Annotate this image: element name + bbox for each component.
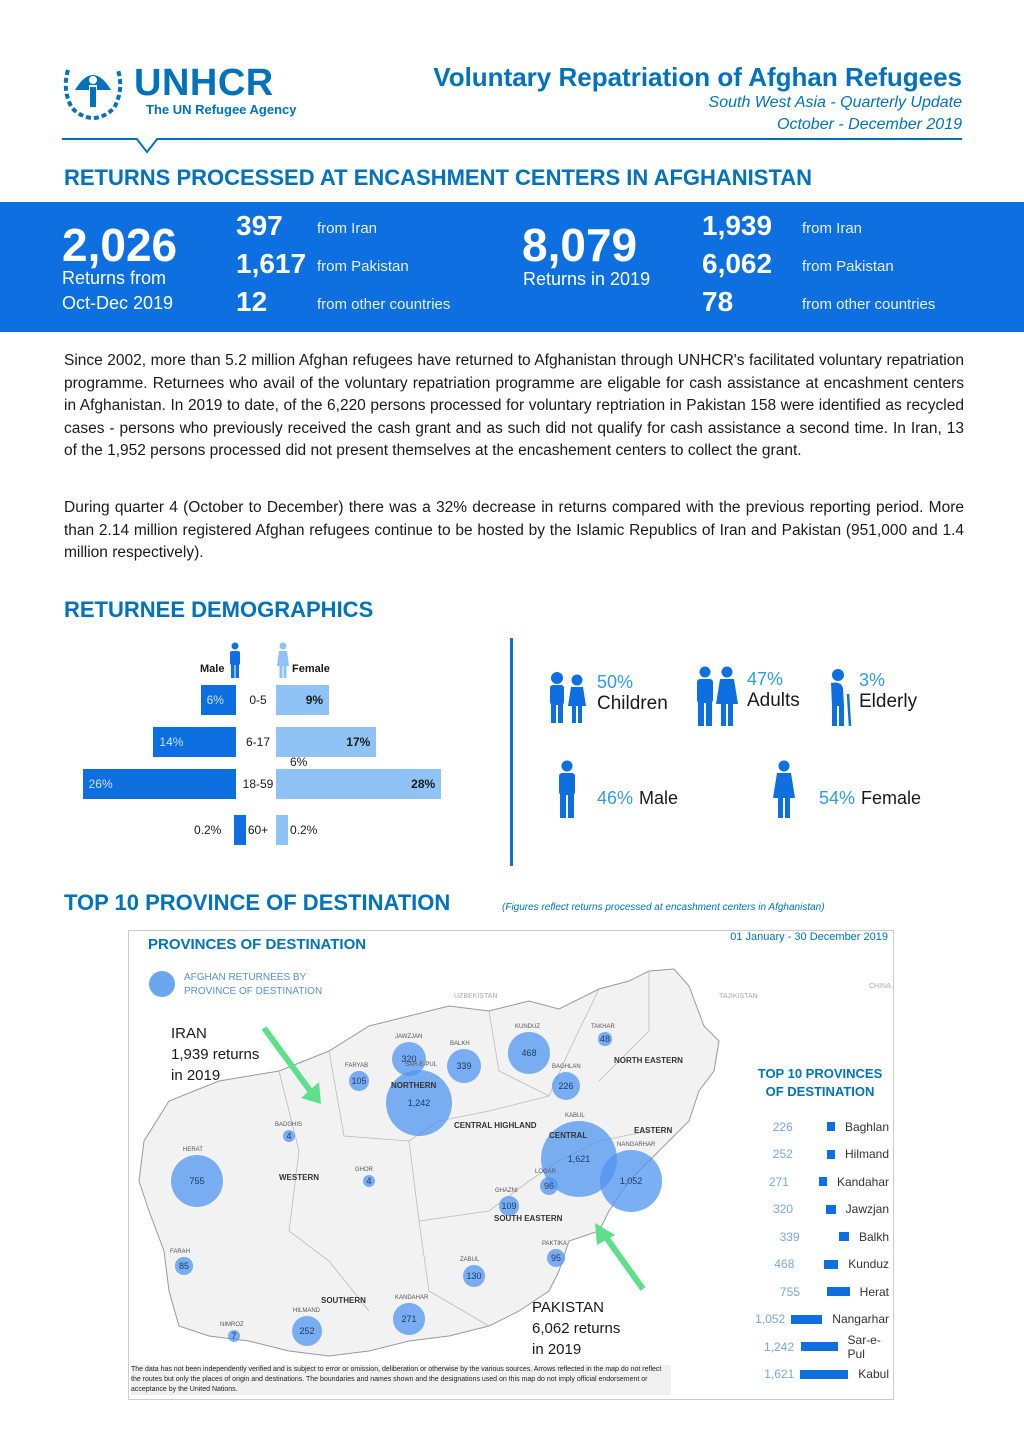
pakistan-callout (532, 1297, 620, 1360)
map-province-label: KUNDUZ (515, 1024, 540, 1031)
top10-province-name: Jawzjan (845, 1202, 889, 1216)
top10-value: 1,242 (764, 1339, 795, 1354)
pyramid-male-bar (83, 769, 236, 799)
map-province-label: NIMROZ (220, 1322, 244, 1328)
year-iran-num: 1,939 (702, 210, 773, 241)
pyramid-female-value: 9% (305, 693, 324, 707)
pyramid-male-value: 0.2% (194, 823, 222, 837)
elderly-group (859, 670, 917, 713)
top10-province-name: Hilmand (844, 1147, 889, 1161)
map-province-label: BAGHLAN (552, 1063, 581, 1070)
top10-province-name: Kunduz (848, 1257, 889, 1271)
male-gender-icon (556, 760, 578, 818)
country-label-uzbekistan: UZBEKISTAN (454, 993, 498, 1000)
pyramid-male-value: 26% (88, 777, 113, 791)
unhcr-logo (60, 60, 297, 120)
elderly-label: Elderly (859, 691, 918, 712)
map-province-label: TAKHAR (591, 1024, 615, 1031)
map-province-label: LOGAR (535, 1168, 557, 1175)
country-label-china: CHINA (869, 983, 891, 990)
pakistan-callout-line-3: in 2019 (532, 1341, 582, 1358)
pyramid-female-value: 0.2% (290, 823, 318, 837)
pakistan-callout-line-1: PAKISTAN (532, 1299, 604, 1316)
iran-arrow-icon (259, 1026, 329, 1106)
quarter-iran-num: 397 (236, 210, 283, 241)
top10-row (749, 1196, 889, 1223)
pyramid-age-label: 0-5 (249, 693, 267, 707)
extra-pct-label: 6% (290, 755, 308, 769)
map-region-label: EASTERN (634, 1126, 673, 1135)
year-label: Returns in 2019 (523, 269, 651, 289)
children-pct: 50% (597, 672, 634, 692)
map-bubble (393, 1303, 424, 1334)
demographics-section-title: RETURNEE DEMOGRAPHICS (64, 597, 374, 622)
male-label: Male (200, 663, 225, 675)
pakistan-arrow-icon (591, 1223, 651, 1293)
map-region-label: NORTH EASTERN (614, 1056, 683, 1065)
top10-value: 226 (772, 1119, 793, 1134)
top10-row (749, 1251, 889, 1278)
pyramid-female-bar (276, 727, 376, 757)
male-gender-label: Male (639, 788, 679, 808)
map-region-label: NORTHERN (391, 1081, 437, 1090)
map-bubble (463, 1265, 485, 1287)
map-region-label: CENTRAL HIGHLAND (454, 1121, 537, 1130)
female-gender-label: Female (861, 788, 922, 808)
top10-bar (827, 1287, 849, 1296)
map-bubble-value: 109 (501, 1200, 517, 1211)
top10-province-name: Herat (859, 1284, 889, 1299)
destination-note: (Figures reflect returns processed at encashment centers in Afghanistan) (502, 902, 825, 913)
iran-callout-line-1: IRAN (171, 1025, 207, 1042)
top10-title (745, 1065, 894, 1101)
map-bubble-value: 96 (543, 1180, 554, 1191)
top10-bar (827, 1150, 835, 1159)
top10-row (749, 1278, 889, 1305)
top10-row (749, 1306, 889, 1333)
male-gender-group (597, 788, 678, 809)
top10-row (749, 1361, 889, 1388)
top10-value: 1,621 (764, 1367, 795, 1381)
top10-bar (801, 1342, 838, 1351)
map-province-label: JAWZJAN (395, 1034, 423, 1040)
unhcr-emblem-icon (60, 60, 126, 120)
year-other-label: from other countries (802, 296, 936, 313)
quarter-pakistan-num: 1,617 (236, 248, 307, 279)
top10-province-name: Kabul (858, 1367, 889, 1381)
map-bubble-value: 48 (599, 1033, 610, 1044)
map-bubble-value: 271 (401, 1313, 417, 1324)
elderly-pct: 3% (859, 670, 886, 690)
female-gender-icon (772, 760, 796, 818)
year-iran-label: from Iran (802, 220, 863, 237)
map-bubble-value: 1,621 (567, 1153, 591, 1164)
top10-bar (826, 1205, 835, 1214)
map-bubble (349, 1071, 368, 1090)
map-province-label: BALKH (450, 1040, 470, 1047)
map-bubble (171, 1155, 223, 1207)
map-province-label: SAR-E-PUL (405, 1061, 438, 1068)
top10-row (749, 1223, 889, 1250)
map-bubble-value: 105 (351, 1075, 367, 1086)
map-region-label: WESTERN (279, 1173, 319, 1182)
country-label-tajikistan: TAJIKISTAN (719, 993, 758, 1000)
header-rule (62, 138, 962, 140)
elderly-icon (822, 668, 854, 726)
map-disclaimer: The data has not been independently verified and is subject to error or omission, deliberation or otherwise by the various sources. Arrows reflected in the map do not reflect the routes but only the places of origin and destinations. The boundaries and names shown and the designations used on this map do not imply official endorsement or acceptance by the United Nations. (131, 1365, 671, 1395)
female-label: Female (292, 663, 330, 675)
adults-group (747, 669, 800, 712)
map-province-label: HERAT (183, 1146, 203, 1153)
map-province-label: ZABUL (460, 1257, 480, 1264)
destination-map (128, 930, 894, 1400)
top10-row (749, 1141, 889, 1168)
top10-row (749, 1333, 889, 1360)
map-bubble-value: 755 (189, 1175, 205, 1186)
map-province-label: BADGHIS (275, 1122, 303, 1128)
map-province-label: GHOR (355, 1167, 373, 1173)
returns-band (0, 202, 1024, 332)
female-pct: 54% (819, 788, 856, 808)
quarter-other-label: from other countries (317, 296, 451, 313)
returns-section-title: RETURNS PROCESSED AT ENCASHMENT CENTERS IN AFGHANISTAN (64, 165, 813, 190)
top10-value: 320 (773, 1202, 794, 1216)
female-gender-group (819, 788, 921, 809)
quarter-label-1: Returns from (62, 268, 167, 288)
map-province-label: KANDAHAR (395, 1295, 429, 1302)
map-bubble-value: 95 (550, 1252, 561, 1263)
pyramid-age-label: 60+ (247, 823, 269, 837)
document-subtitle: South West Asia - Quarterly Update (708, 94, 962, 111)
pyramid-male-value: 14% (159, 735, 184, 749)
demographics-divider (510, 638, 513, 866)
top10-province-name: Nangarhar (832, 1312, 889, 1326)
top10-value: 755 (779, 1284, 800, 1299)
adults-pct: 47% (747, 669, 784, 689)
pyramid-male-bar (201, 685, 236, 715)
map-bubble (228, 1330, 240, 1342)
destination-section-title: TOP 10 PROVINCE OF DESTINATION (64, 890, 451, 915)
map-province-label: HILMAND (293, 1307, 321, 1314)
map-bubble-value: 130 (466, 1270, 482, 1281)
children-group (597, 672, 668, 715)
top10-bar (819, 1177, 827, 1186)
legend-line-1: AFGHAN RETURNEES BY (184, 972, 307, 983)
year-pakistan-num: 6,062 (702, 248, 773, 279)
map-title: PROVINCES OF DESTINATION (148, 936, 367, 953)
map-date: 01 January - 30 December 2019 (730, 931, 888, 943)
year-total: 8,079 (522, 219, 638, 271)
map-bubble-value: 85 (178, 1260, 189, 1271)
map-bubble-value: 4 (366, 1176, 372, 1186)
logo-subtitle: The UN Refugee Agency (146, 101, 297, 117)
quarter-label-2: Oct-Dec 2019 (62, 293, 174, 313)
body-paragraph-1: Since 2002, more than 5.2 million Afghan refugees have returned to Afghanistan through UNHCR's facilitated voluntary repatriation programme. Returnees who avail of the voluntary repatriation programme are eligable for cash assistance at encashment centers in Afghanistan. In 2019 to date, of the 6,220 persons processed for voluntary reptriation in Pakistan 158 were identified as recycled cases - persons who previously received the cash grant and as such did not qualify for cash assistance a second time. In Iran, 13 of the 1,952 persons processed did not present themselves at the encashement centers to collect the grant. (64, 352, 964, 459)
pakistan-callout-line-2: 6,062 returns (532, 1320, 621, 1337)
top10-title-line-1: TOP 10 PROVINCES (757, 1066, 883, 1081)
logo-name: UNHCR (134, 61, 274, 104)
pyramid-male-value: 6% (206, 693, 224, 707)
top10-value: 271 (768, 1174, 789, 1189)
top10-title-line-2: OF DESTINATION (765, 1084, 875, 1099)
top10-bar (824, 1260, 838, 1269)
population-pyramid (0, 630, 510, 870)
female-person-icon (276, 642, 290, 678)
top10-province-name: Balkh (858, 1229, 889, 1244)
document-title: Voluntary Repatriation of Afghan Refugees (433, 62, 962, 92)
top10-province-name: Sar-e-Pul (847, 1332, 881, 1361)
quarter-iran-label: from Iran (317, 220, 378, 237)
map-bubble-value: 1,052 (619, 1175, 643, 1186)
pyramid-female-bar (276, 685, 329, 715)
map-bubble (283, 1130, 295, 1142)
top10-bar (827, 1122, 835, 1131)
map-bubble (508, 1032, 549, 1073)
map-bubble-value: 1,242 (407, 1097, 431, 1108)
map-bubble (363, 1175, 375, 1187)
male-person-icon (228, 642, 242, 678)
male-pct: 46% (597, 788, 634, 808)
map-bubble-value: 7 (231, 1331, 237, 1341)
top10-row (749, 1113, 889, 1140)
top10-bar (791, 1315, 822, 1324)
pyramid-age-label: 18-59 (242, 777, 274, 791)
map-region-label: SOUTH EASTERN (494, 1214, 563, 1223)
map-region-label: SOUTHERN (321, 1296, 366, 1305)
iran-callout (171, 1023, 259, 1086)
map-bubble-value: 252 (299, 1325, 315, 1336)
map-bubble-value: 468 (521, 1047, 537, 1058)
pyramid-age-label: 6-17 (245, 735, 271, 749)
map-bubble (600, 1150, 662, 1212)
year-other-num: 78 (702, 286, 734, 317)
quarter-other-num: 12 (236, 286, 268, 317)
map-bubble-value: 320 (401, 1053, 417, 1064)
top10-bar (839, 1232, 849, 1241)
map-province-label: KABUL (565, 1112, 585, 1119)
map-bubble-value: 4 (286, 1131, 292, 1141)
pyramid-female-value: 17% (346, 735, 371, 749)
map-bubble (292, 1316, 322, 1346)
map-province-label: PAKTIKA (542, 1240, 567, 1247)
map-province-label: FARYAB (345, 1063, 369, 1070)
children-label: Children (597, 693, 668, 714)
legend-line-2: PROVINCE OF DESTINATION (184, 986, 323, 997)
pyramid-female-value: 28% (411, 777, 436, 791)
pyramid-female-bar (276, 769, 441, 799)
quarter-total: 2,026 (62, 219, 178, 271)
document-title-block (433, 62, 962, 136)
top10-value: 468 (774, 1257, 795, 1271)
children-icon (545, 670, 589, 724)
pyramid-male-bar (153, 727, 236, 757)
top10-value: 1,052 (755, 1312, 786, 1326)
adults-icon (693, 666, 739, 726)
map-bubble-value: 339 (456, 1060, 472, 1071)
quarter-pakistan-label: from Pakistan (317, 258, 409, 275)
map-bubble (499, 1196, 519, 1216)
iran-callout-line-3: in 2019 (171, 1067, 221, 1084)
top10-province-name: Baghlan (844, 1119, 889, 1134)
map-bubble (598, 1032, 611, 1045)
year-pakistan-label: from Pakistan (802, 258, 894, 275)
header-notch (136, 138, 158, 154)
top10-value: 252 (772, 1147, 793, 1161)
map-province-label: FARAH (170, 1249, 191, 1256)
map-province-label: NANGARHAR (617, 1142, 656, 1149)
map-region-label: CENTRAL (549, 1131, 588, 1140)
map-province-label: GHAZNI (495, 1188, 518, 1195)
iran-callout-line-2: 1,939 returns (171, 1046, 260, 1063)
body-paragraph-2: During quarter 4 (October to December) there was a 32% decrease in returns compared with the previous reporting period. More than 2.14 million registered Afghan refugees continue to be hosted by the Islamic Republics of Iran and Pakistan (951,000 and 1.4 million respectively). (64, 499, 964, 561)
adults-label: Adults (747, 690, 800, 711)
top10-value: 339 (779, 1229, 800, 1244)
top10-row (749, 1168, 889, 1195)
map-bubble-value: 226 (558, 1080, 574, 1091)
document-period: October - December 2019 (777, 116, 962, 133)
top10-province-name: Kandahar (836, 1174, 889, 1189)
map-bubble (175, 1257, 193, 1275)
top10-bar (800, 1370, 848, 1379)
